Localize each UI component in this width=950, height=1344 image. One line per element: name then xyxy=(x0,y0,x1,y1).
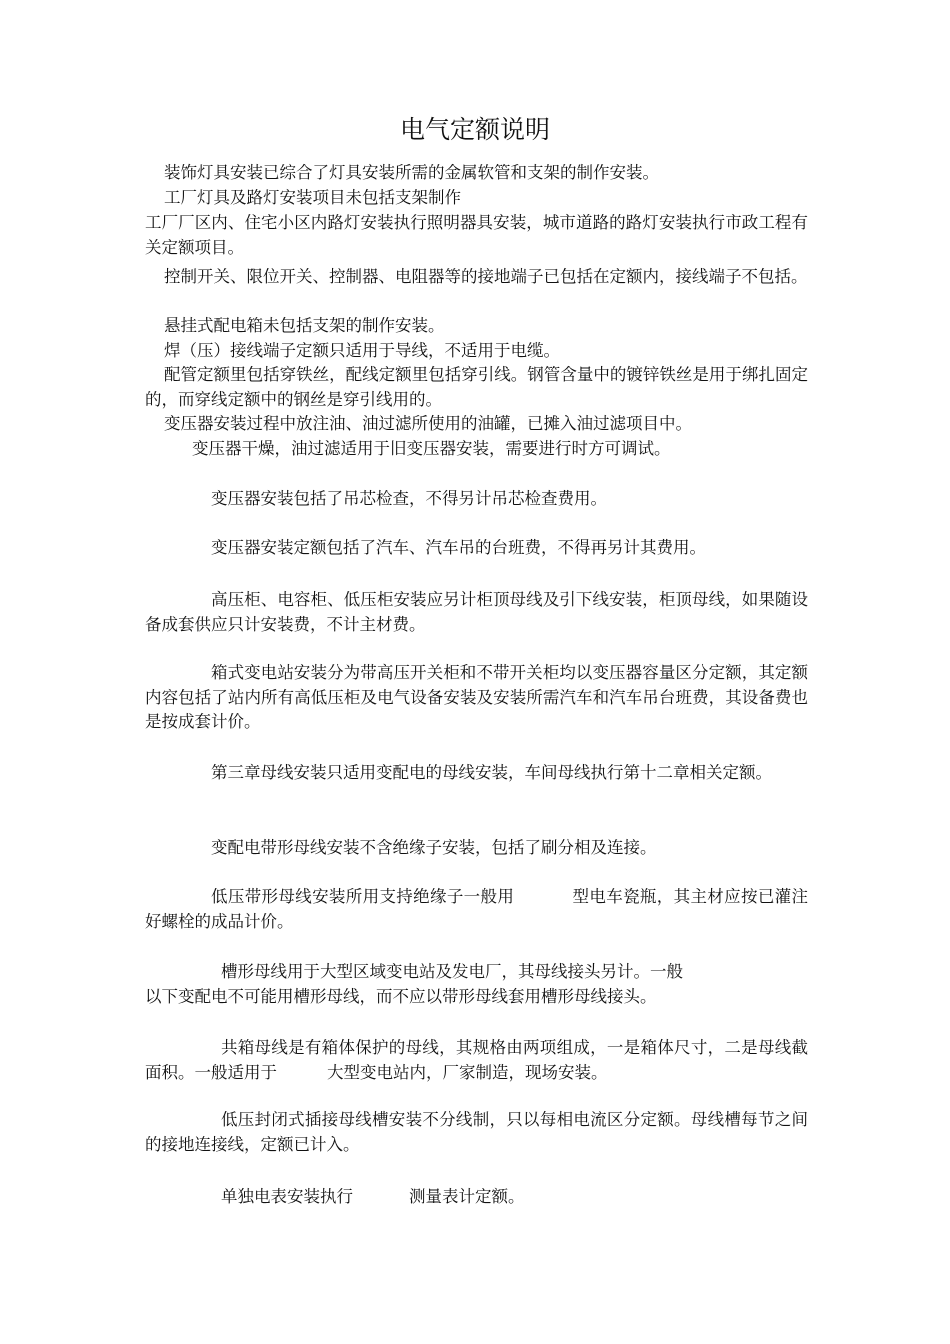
paragraph-17-line-2: 以下变配电不可能用槽形母线，而不应以带形母线套用槽形母线接头。 xyxy=(145,987,657,1006)
paragraph-6: 焊（压）接线端子定额只适用于导线，不适用于电缆。 xyxy=(164,341,560,360)
paragraph-13: 箱式变电站安装分为带高压开关柜和不带开关柜均以变压器容量区分定额，其定额内容包括了站内所有高低压柜及电气设备安装及安装所需汽车和汽车吊台班费，其设备费也是按成套计价。 xyxy=(145,663,808,731)
paragraph-1: 装饰灯具安装已综合了灯具安装所需的金属软管和支架的制作安装。 xyxy=(164,163,659,182)
document-title: 电气定额说明 xyxy=(399,115,550,144)
paragraph-14: 第三章母线安装只适用变配电的母线安装，车间母线执行第十二章相关定额。 xyxy=(211,763,772,782)
paragraph-20-part-1: 单独电表安装执行 xyxy=(221,1187,353,1206)
paragraph-18-part-2: 大型变电站内，厂家制造，现场安装。 xyxy=(327,1062,608,1082)
paragraph-11: 变压器安装定额包括了汽车、汽车吊的台班费，不得再另计其费用。 xyxy=(211,538,706,557)
paragraph-9: 变压器干燥，油过滤适用于旧变压器安装，需要进行时方可调试。 xyxy=(192,439,671,458)
paragraph-20 xyxy=(145,1185,808,1210)
paragraph-8: 变压器安装过程中放注油、油过滤所使用的油罐，已摊入油过滤项目中。 xyxy=(164,414,692,433)
paragraph-16-part-2: 型电车瓷瓶，其主材应按已灌注好螺栓的成品计价。 xyxy=(145,887,808,931)
paragraph-16 xyxy=(145,885,808,934)
paragraph-18-part-1: 共箱母线是有箱体保护的母线，其规格由两项组成，一是箱体尺寸，二是母线截面积。一般适用于 xyxy=(145,1038,808,1082)
paragraph-2: 工厂灯具及路灯安装项目未包括支架制作 xyxy=(164,188,461,207)
paragraph-4: 控制开关、限位开关、控制器、电阻器等的接地端子已包括在定额内，接线端子不包括。 xyxy=(164,267,808,286)
paragraph-10: 变压器安装包括了吊芯检查，不得另计吊芯检查费用。 xyxy=(211,489,607,508)
paragraph-19: 低压封闭式插接母线槽安装不分线制，只以每相电流区分定额。母线槽每节之间的接地连接线，定额已计入。 xyxy=(145,1110,808,1154)
paragraph-16-part-1: 低压带形母线安装所用支持绝缘子一般用 xyxy=(211,887,515,906)
paragraph-20-part-2: 测量表计定额。 xyxy=(409,1187,525,1206)
paragraph-5: 悬挂式配电箱未包括支架的制作安装。 xyxy=(164,316,445,335)
paragraph-18 xyxy=(145,1036,808,1085)
paragraph-3: 工厂厂区内、住宅小区内路灯安装执行照明器具安装，城市道路的路灯安装执行市政工程有关定额项目。 xyxy=(145,213,808,257)
paragraph-15: 变配电带形母线安装不含绝缘子安装，包括了刷分相及连接。 xyxy=(211,838,657,857)
paragraph-17-line-1: 槽形母线用于大型区域变电站及发电厂，其母线接头另计。一般 xyxy=(221,962,683,981)
paragraph-12: 高压柜、电容柜、低压柜安装应另计柜顶母线及引下线安装，柜顶母线，如果随设备成套供应只计安装费，不计主材费。 xyxy=(145,590,808,634)
paragraph-7: 配管定额里包括穿铁丝，配线定额里包括穿引线。钢管含量中的镀锌铁丝是用于绑扎固定的，而穿线定额中的钢丝是穿引线用的。 xyxy=(145,365,808,409)
